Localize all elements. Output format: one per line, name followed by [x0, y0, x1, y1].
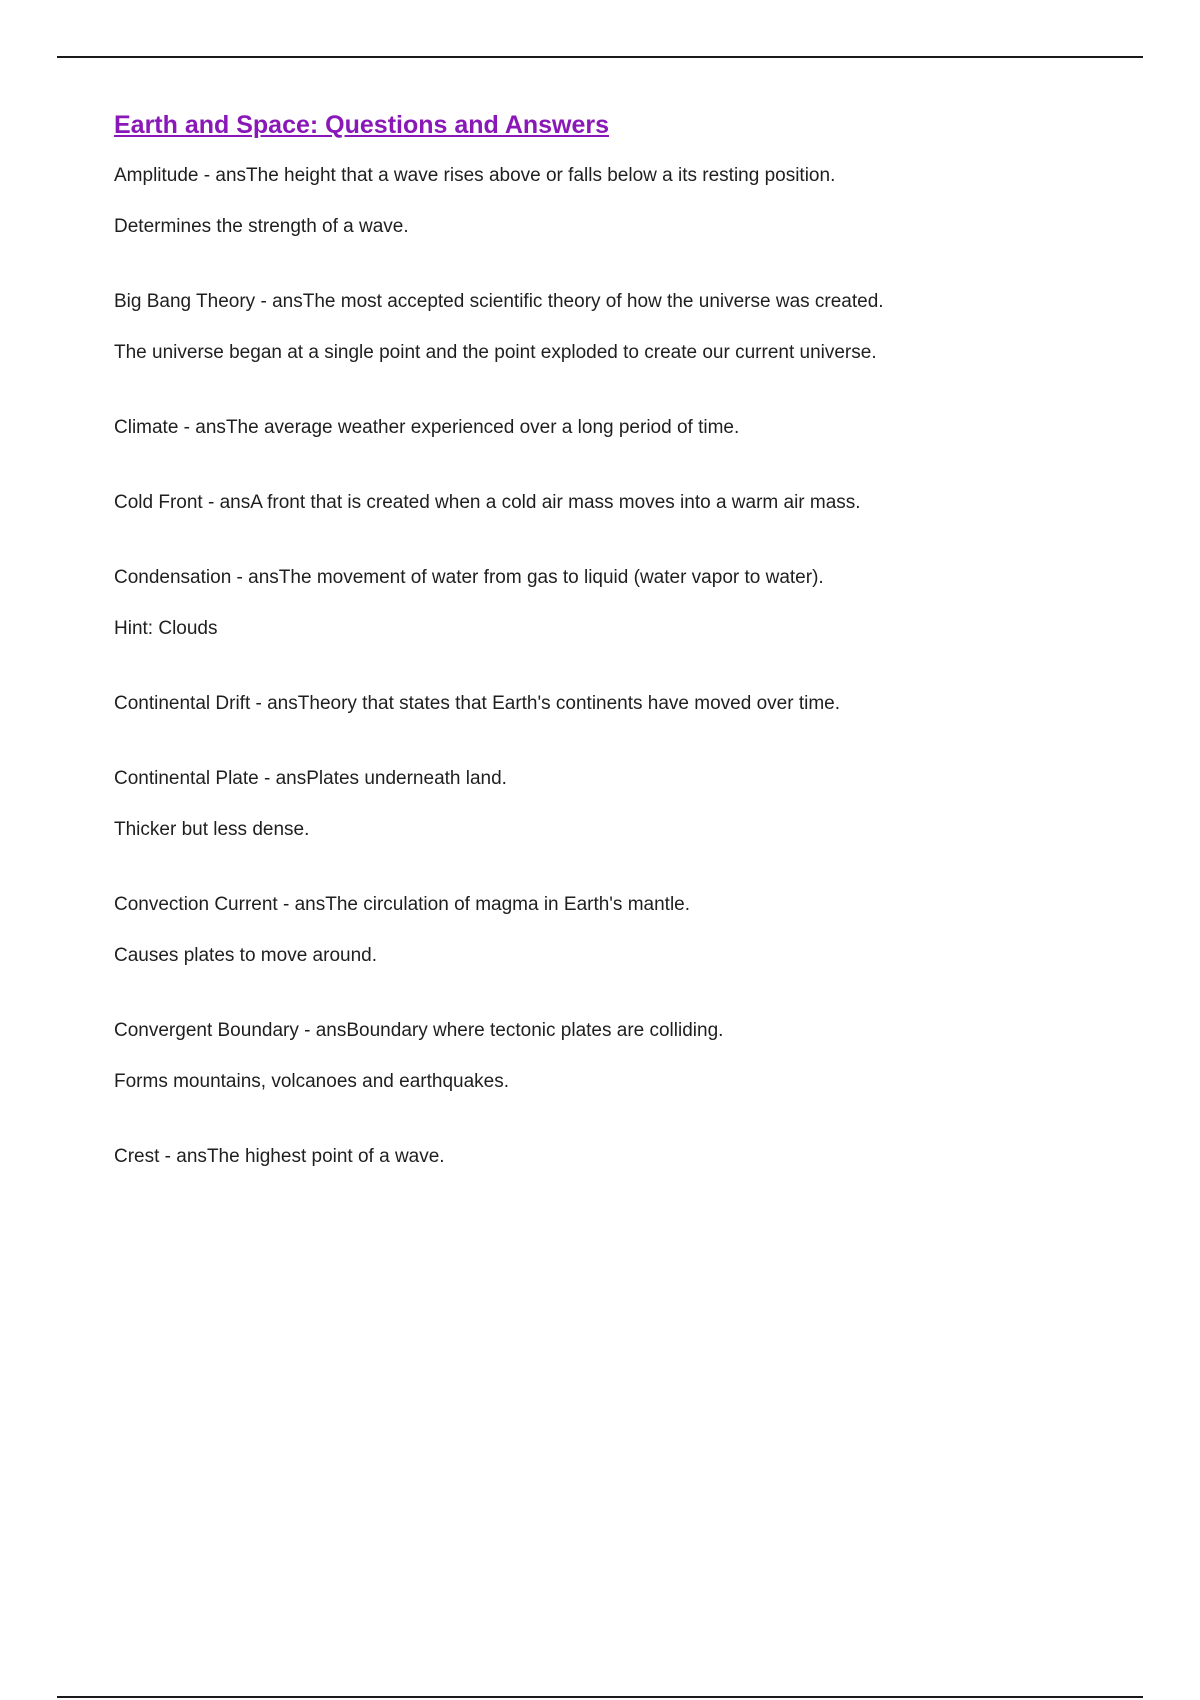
qa-entry [114, 164, 1114, 238]
qa-answer: Theory that states that Earth's continents have moved over time. [297, 693, 840, 714]
qa-entry [114, 290, 1114, 364]
qa-note: Determines the strength of a wave. [114, 216, 409, 237]
qa-note: The universe began at a single point and the point exploded to create our current universe. [114, 342, 877, 363]
qa-line [114, 1019, 1114, 1042]
qa-line [114, 416, 1114, 439]
qa-entry [114, 1145, 1114, 1168]
qa-entry [114, 767, 1114, 841]
qa-entry [114, 1019, 1114, 1093]
qa-answer: Plates underneath land. [306, 768, 507, 789]
qa-term: Climate - ans [114, 417, 226, 438]
header-rule [57, 56, 1143, 58]
qa-entry [114, 416, 1114, 439]
qa-line [114, 893, 1114, 916]
qa-term: Cold Front - ans [114, 492, 250, 513]
qa-line [114, 164, 1114, 187]
qa-note: Hint: Clouds [114, 618, 218, 639]
qa-line [114, 290, 1114, 313]
qa-note: Thicker but less dense. [114, 819, 310, 840]
qa-answer: The most accepted scientific theory of how the universe was created. [302, 291, 884, 312]
qa-line [114, 566, 1114, 589]
qa-term: Continental Drift - ans [114, 693, 298, 714]
qa-list [114, 164, 1114, 1168]
document-title-link[interactable]: Earth and Space: Questions and Answers [114, 111, 610, 139]
qa-term: Convection Current - ans [114, 894, 325, 915]
qa-term: Condensation - ans [114, 567, 279, 588]
qa-term: Big Bang Theory - ans [114, 291, 303, 312]
qa-term: Convergent Boundary - ans [114, 1020, 346, 1041]
qa-answer: The height that a wave rises above or falls below a its resting position. [246, 165, 836, 186]
qa-note: Forms mountains, volcanoes and earthquakes. [114, 1071, 509, 1092]
qa-line [114, 767, 1114, 790]
qa-answer: The circulation of magma in Earth's mantle. [325, 894, 691, 915]
qa-line [114, 491, 1114, 514]
qa-entry [114, 566, 1114, 640]
qa-term: Crest - ans [114, 1146, 207, 1167]
qa-term: Continental Plate - ans [114, 768, 306, 789]
qa-answer: The highest point of a wave. [206, 1146, 445, 1167]
qa-term: Amplitude - ans [114, 165, 246, 186]
qa-answer: A front that is created when a cold air mass moves into a warm air mass. [250, 492, 861, 513]
footer-rule [57, 1696, 1143, 1698]
qa-answer: Boundary where tectonic plates are colliding. [346, 1020, 724, 1041]
qa-answer: The average weather experienced over a long period of time. [225, 417, 740, 438]
qa-line [114, 692, 1114, 715]
qa-entry [114, 491, 1114, 514]
qa-note: Causes plates to move around. [114, 945, 377, 966]
qa-line [114, 1145, 1114, 1168]
qa-entry [114, 893, 1114, 967]
qa-answer: The movement of water from gas to liquid (water vapor to water). [278, 567, 824, 588]
qa-entry [114, 692, 1114, 715]
document-body [114, 110, 1114, 1220]
